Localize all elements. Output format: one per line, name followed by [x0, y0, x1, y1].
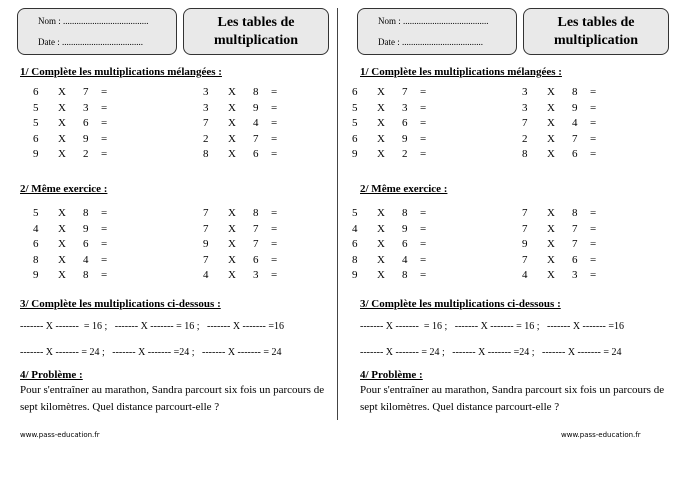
section-3-title: 3/ Complète les multiplications ci-dessous : [20, 298, 221, 310]
times-sign: X [58, 148, 66, 160]
factor-a: 4 [203, 269, 209, 281]
times-sign: X [58, 132, 66, 145]
times-sign: X [228, 148, 236, 160]
multiplication-row [352, 223, 472, 237]
factor-b: 7 [83, 86, 89, 98]
multiplication-row [203, 269, 323, 283]
times-sign: X [377, 207, 385, 219]
equals-sign: = [590, 132, 597, 145]
times-sign: X [377, 269, 385, 281]
title-line-1: Les tables de [557, 15, 635, 30]
times-sign: X [228, 269, 236, 281]
factor-b: 8 [402, 269, 408, 281]
equals-sign: = [101, 117, 108, 129]
equals-sign: = [101, 207, 108, 219]
factor-b: 9 [572, 101, 578, 114]
times-sign: X [377, 253, 385, 266]
factor-a: 2 [522, 132, 528, 145]
multiplication-row [203, 254, 323, 268]
equals-sign: = [271, 101, 278, 114]
equals-sign: = [271, 253, 278, 266]
equals-sign: = [420, 117, 427, 129]
times-sign: X [58, 222, 66, 235]
name-field[interactable]: Nom : ...................................... [378, 16, 489, 26]
multiplication-row [203, 238, 323, 252]
factor-b: 8 [83, 269, 89, 281]
factor-b: 2 [402, 148, 408, 160]
equals-sign: = [590, 238, 597, 250]
factor-a: 5 [33, 207, 39, 219]
times-sign: X [547, 86, 555, 98]
footer-link[interactable]: www.pass-education.fr [561, 431, 641, 439]
factor-b: 9 [253, 101, 259, 114]
factor-a: 7 [203, 222, 209, 235]
factor-b: 2 [83, 148, 89, 160]
title-box [183, 8, 329, 55]
factor-a: 9 [522, 238, 528, 250]
multiplication-row [33, 207, 153, 221]
multiplication-row [33, 117, 153, 131]
factor-a: 7 [203, 207, 209, 219]
factor-b: 3 [402, 101, 408, 114]
equals-sign: = [271, 238, 278, 250]
factor-b: 3 [572, 269, 578, 281]
multiplication-row [522, 148, 642, 162]
section-2-title: 2/ Même exercice : [20, 183, 108, 195]
multiplication-row [33, 102, 153, 116]
times-sign: X [547, 101, 555, 114]
factor-a: 7 [522, 207, 528, 219]
equals-sign: = [590, 117, 597, 129]
equals-sign: = [420, 148, 427, 160]
times-sign: X [228, 222, 236, 235]
equals-sign: = [101, 238, 108, 250]
factor-b: 6 [253, 253, 259, 266]
multiplication-row [522, 102, 642, 116]
times-sign: X [228, 207, 236, 219]
times-sign: X [228, 253, 236, 266]
factor-a: 6 [33, 86, 39, 98]
factor-a: 3 [203, 86, 209, 98]
equals-sign: = [101, 222, 108, 235]
name-date-box [357, 8, 517, 55]
equals-sign: = [271, 222, 278, 235]
multiplication-row [522, 223, 642, 237]
equals-sign: = [420, 207, 427, 219]
factor-b: 6 [572, 253, 578, 266]
times-sign: X [547, 238, 555, 250]
times-sign: X [377, 238, 385, 250]
date-field[interactable]: Date : .................................... [38, 37, 143, 47]
factor-a: 7 [522, 253, 528, 266]
factor-a: 9 [352, 148, 358, 160]
equals-sign: = [420, 269, 427, 281]
equals-sign: = [590, 269, 597, 281]
title-line-2: multiplication [553, 33, 638, 48]
factor-b: 7 [402, 86, 408, 98]
times-sign: X [547, 117, 555, 129]
equals-sign: = [590, 253, 597, 266]
factor-b: 9 [83, 132, 89, 145]
factor-b: 4 [572, 117, 578, 129]
title-line-2: multiplication [213, 33, 298, 48]
equals-sign: = [420, 222, 427, 235]
multiplication-row [522, 133, 642, 147]
multiplication-row [522, 238, 642, 252]
factor-a: 7 [522, 117, 528, 129]
section-2-title: 2/ Même exercice : [360, 183, 448, 195]
factor-b: 7 [253, 132, 259, 145]
multiplication-row [352, 117, 472, 131]
equals-sign: = [590, 86, 597, 98]
factor-b: 9 [402, 222, 408, 235]
equals-sign: = [101, 101, 108, 114]
section-4-title: 4/ Problème : [360, 369, 423, 381]
equals-sign: = [420, 253, 427, 266]
equals-sign: = [101, 253, 108, 266]
times-sign: X [377, 148, 385, 160]
factor-a: 9 [352, 269, 358, 281]
date-field[interactable]: Date : .................................... [378, 37, 483, 47]
multiplication-row [203, 102, 323, 116]
worksheet-right [340, 0, 680, 480]
times-sign: X [58, 86, 66, 98]
fill-line-2: ------- X ------- = 24 ; ------- X ------- =24 ; ------- X ------- = 24 [360, 347, 622, 358]
equals-sign: = [590, 222, 597, 235]
factor-b: 6 [572, 148, 578, 160]
factor-a: 7 [203, 253, 209, 266]
factor-a: 5 [33, 117, 39, 129]
multiplication-row [33, 133, 153, 147]
equals-sign: = [101, 269, 108, 281]
factor-a: 6 [33, 238, 39, 250]
factor-a: 4 [33, 222, 39, 235]
equals-sign: = [101, 148, 108, 160]
section-3-title: 3/ Complète les multiplications ci-dessous : [360, 298, 561, 310]
multiplication-row [203, 117, 323, 131]
times-sign: X [228, 238, 236, 250]
factor-a: 6 [352, 238, 358, 250]
factor-a: 6 [33, 132, 39, 145]
times-sign: X [547, 148, 555, 160]
factor-a: 4 [522, 269, 528, 281]
times-sign: X [377, 86, 385, 98]
multiplication-row [33, 238, 153, 252]
equals-sign: = [101, 132, 108, 145]
multiplication-row [352, 254, 472, 268]
factor-a: 9 [203, 238, 209, 250]
times-sign: X [547, 132, 555, 145]
times-sign: X [377, 132, 385, 145]
factor-a: 3 [522, 101, 528, 114]
multiplication-row [522, 269, 642, 283]
multiplication-row [352, 86, 472, 100]
multiplication-row [522, 86, 642, 100]
multiplication-row [203, 148, 323, 162]
times-sign: X [58, 117, 66, 129]
multiplication-row [352, 102, 472, 116]
factor-b: 3 [83, 101, 89, 114]
times-sign: X [228, 132, 236, 145]
fill-line-1: ------- X ------- = 16 ; ------- X ------- = 16 ; ------- X ------- =16 [360, 321, 625, 332]
multiplication-row [33, 254, 153, 268]
factor-b: 4 [83, 253, 89, 266]
problem-text: Pour s'entraîner au marathon, Sandra parcourt six fois un parcours de sept kilomètres. Quel distance parcourt-elle ? [20, 384, 325, 413]
times-sign: X [547, 207, 555, 219]
multiplication-row [352, 269, 472, 283]
fill-line-2: ------- X ------- = 24 ; ------- X ------- =24 ; ------- X ------- = 24 [20, 347, 282, 358]
factor-b: 8 [402, 207, 408, 219]
factor-b: 6 [402, 117, 408, 129]
factor-b: 9 [83, 222, 89, 235]
factor-b: 4 [253, 117, 259, 129]
multiplication-row [352, 207, 472, 221]
equals-sign: = [420, 238, 427, 250]
multiplication-row [522, 207, 642, 221]
multiplication-row [33, 269, 153, 283]
factor-b: 8 [83, 207, 89, 219]
factor-b: 4 [402, 253, 408, 266]
equals-sign: = [271, 86, 278, 98]
factor-b: 7 [253, 238, 259, 250]
multiplication-row [203, 223, 323, 237]
name-date-box [17, 8, 177, 55]
factor-b: 7 [572, 222, 578, 235]
times-sign: X [377, 117, 385, 129]
times-sign: X [377, 222, 385, 235]
times-sign: X [377, 101, 385, 114]
factor-b: 6 [402, 238, 408, 250]
times-sign: X [58, 101, 66, 114]
factor-a: 8 [33, 253, 39, 266]
times-sign: X [228, 86, 236, 98]
times-sign: X [58, 238, 66, 250]
section-4-title: 4/ Problème : [20, 369, 83, 381]
multiplication-row [352, 133, 472, 147]
factor-a: 9 [33, 269, 39, 281]
factor-a: 8 [522, 148, 528, 160]
times-sign: X [547, 253, 555, 266]
factor-b: 6 [253, 148, 259, 160]
factor-b: 7 [572, 132, 578, 145]
section-1-title: 1/ Complète les multiplications mélangées : [20, 66, 222, 78]
times-sign: X [58, 207, 66, 219]
equals-sign: = [101, 86, 108, 98]
equals-sign: = [271, 148, 278, 160]
factor-b: 8 [253, 86, 259, 98]
factor-b: 6 [83, 238, 89, 250]
times-sign: X [228, 117, 236, 129]
factor-a: 8 [352, 253, 358, 266]
factor-a: 7 [203, 117, 209, 129]
equals-sign: = [590, 101, 597, 114]
equals-sign: = [420, 101, 427, 114]
factor-a: 7 [522, 222, 528, 235]
factor-a: 4 [352, 222, 358, 235]
factor-a: 9 [33, 148, 39, 160]
equals-sign: = [420, 86, 427, 98]
times-sign: X [228, 101, 236, 114]
factor-b: 7 [253, 222, 259, 235]
factor-a: 6 [352, 132, 358, 145]
factor-b: 3 [253, 269, 259, 281]
equals-sign: = [271, 207, 278, 219]
factor-b: 8 [253, 207, 259, 219]
title-line-1: Les tables de [217, 15, 295, 30]
factor-a: 2 [203, 132, 209, 145]
section-1-title: 1/ Complète les multiplications mélangées : [360, 66, 562, 78]
multiplication-row [203, 133, 323, 147]
multiplication-row [522, 117, 642, 131]
name-field[interactable]: Nom : ...................................... [38, 16, 149, 26]
factor-a: 5 [352, 117, 358, 129]
factor-a: 3 [522, 86, 528, 98]
factor-a: 5 [352, 101, 358, 114]
multiplication-row [352, 148, 472, 162]
problem-text: Pour s'entraîner au marathon, Sandra parcourt six fois un parcours de sept kilomètres. Quel distance parcourt-elle ? [360, 384, 665, 413]
factor-b: 8 [572, 207, 578, 219]
times-sign: X [547, 222, 555, 235]
factor-a: 3 [203, 101, 209, 114]
equals-sign: = [271, 132, 278, 145]
times-sign: X [58, 269, 66, 281]
equals-sign: = [271, 269, 278, 281]
equals-sign: = [590, 207, 597, 219]
equals-sign: = [271, 117, 278, 129]
multiplication-row [33, 223, 153, 237]
title-box [523, 8, 669, 55]
factor-a: 8 [203, 148, 209, 160]
multiplication-row [352, 238, 472, 252]
multiplication-row [33, 86, 153, 100]
multiplication-row [203, 207, 323, 221]
factor-a: 5 [352, 207, 358, 219]
factor-b: 7 [572, 238, 578, 250]
equals-sign: = [590, 148, 597, 160]
factor-b: 6 [83, 117, 89, 129]
factor-b: 8 [572, 86, 578, 98]
factor-a: 6 [352, 86, 358, 98]
footer-link[interactable]: www.pass-education.fr [20, 431, 100, 439]
times-sign: X [58, 253, 66, 266]
times-sign: X [547, 269, 555, 281]
multiplication-row [203, 86, 323, 100]
factor-b: 9 [402, 132, 408, 145]
multiplication-row [522, 254, 642, 268]
factor-a: 5 [33, 101, 39, 114]
equals-sign: = [420, 132, 427, 145]
multiplication-row [33, 148, 153, 162]
fill-line-1: ------- X ------- = 16 ; ------- X ------- = 16 ; ------- X ------- =16 [20, 321, 285, 332]
